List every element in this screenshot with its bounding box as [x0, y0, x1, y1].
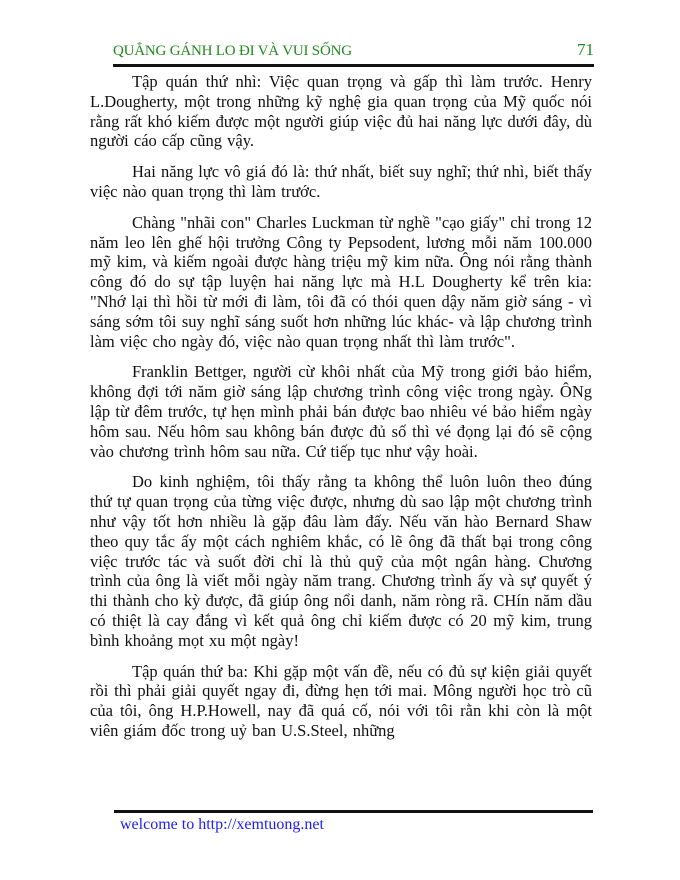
body-text: [90, 72, 592, 752]
paragraph-tap-quan-thu-nhi: Tập quán thứ nhì: Việc quan trọng và gấp thì làm trước. Henry L.Dougherty, một trong những kỹ nghệ gia quan trọng của Mỹ quốc nói rằng rất khó kiếm được một người giúp việc đủ hai năng lực dưới đây, dù người cáo cấp cũng vậy.: [90, 72, 592, 151]
paragraph-do-kinh-nghiem: Do kinh nghiệm, tôi thấy rằng ta không thể luôn luôn theo đúng thứ tự quan trọng của từng việc được, nhưng dù sao lập một chương trình như vậy tốt hơn nhiều là gặp đâu làm đấy. Nếu văn hào Bernard Shaw theo quy tắc ấy một cách nghiêm khắc, có lẽ ông đã thất bại trong công việc trước tác và suốt đời chỉ là thủ quỹ của một ngân hàng. Chương trình của ông là viết mỗi ngày năm trang. Chương trình ấy và sự quyết ý thi thành cho kỳ được, đã giúp ông nổi danh, năm ròng rã. CHín năm dầu có thiệt là cay đắng vì kết quả ông chỉ kiếm được có 20 mỹ kim, trung bình khoảng mọt xu một ngày!: [90, 472, 592, 650]
paragraph-charles-luckman: Chàng "nhãi con" Charles Luckman từ nghề "cạo giấy" chỉ trong 12 năm leo lên ghế hội trưởng Công ty Pepsodent, lương mỗi năm 100.000 mỹ kim, và kiếm ngoài được hàng triệu mỹ kim nữa. Ông nói rằng thành công đó do sự tập luyện hai năng lực mà H.L Dougherty kể trên kia: "Nhớ lại thì hồi từ mới đi làm, tôi đã có thói quen dậy năm giờ sáng - vì sáng sớm tôi suy nghĩ sáng suốt hơn những lúc khác- và lập chương trình làm việc cho ngày đó, việc nào quan trọng nhất thì làm trước".: [90, 212, 592, 351]
paragraph-hai-nang-luc: Hai năng lực vô giá đó là: thứ nhất, biết suy nghĩ; thứ nhì, biết thấy việc nào quan trọng thì làm trước.: [90, 162, 592, 201]
footer-divider: [114, 810, 593, 813]
paragraph-tap-quan-thu-ba: Tập quán thứ ba: Khi gặp một vấn đề, nếu có đủ sự kiện giải quyết rồi thì phải giải quyết ngay đi, đừng hẹn tới mai. Mông người học trò cũ của tôi, ông H.P.Howell, nay đã quá cố, nói với tôi rằn khi còn là một viên giám đốc trong uỷ ban U.S.Steel, những: [90, 661, 592, 740]
running-head-title: QUẲNG GÁNH LO ĐI VÀ VUI SỐNG: [113, 43, 352, 59]
footer-website-link[interactable]: welcome to http://xemtuong.net: [120, 816, 324, 833]
page-number: 71: [577, 40, 594, 59]
page-header: [113, 40, 594, 67]
paragraph-franklin-bettger: Franklin Bettger, người cừ khôi nhất của Mỹ trong giới bảo hiểm, không đợi tới năm giờ sáng lập chương trình công việc trong ngày. ÔNg lập từ đêm trước, tự hẹn mình phải bán được bao nhiêu vé bảo hiểm ngày hôm sau. Nếu hôm sau không bán được đủ số thì vé đọng lại đó sẽ cộng vào chương trình hôm sau nữa. Cứ tiếp tục như vậy hoài.: [90, 362, 592, 461]
